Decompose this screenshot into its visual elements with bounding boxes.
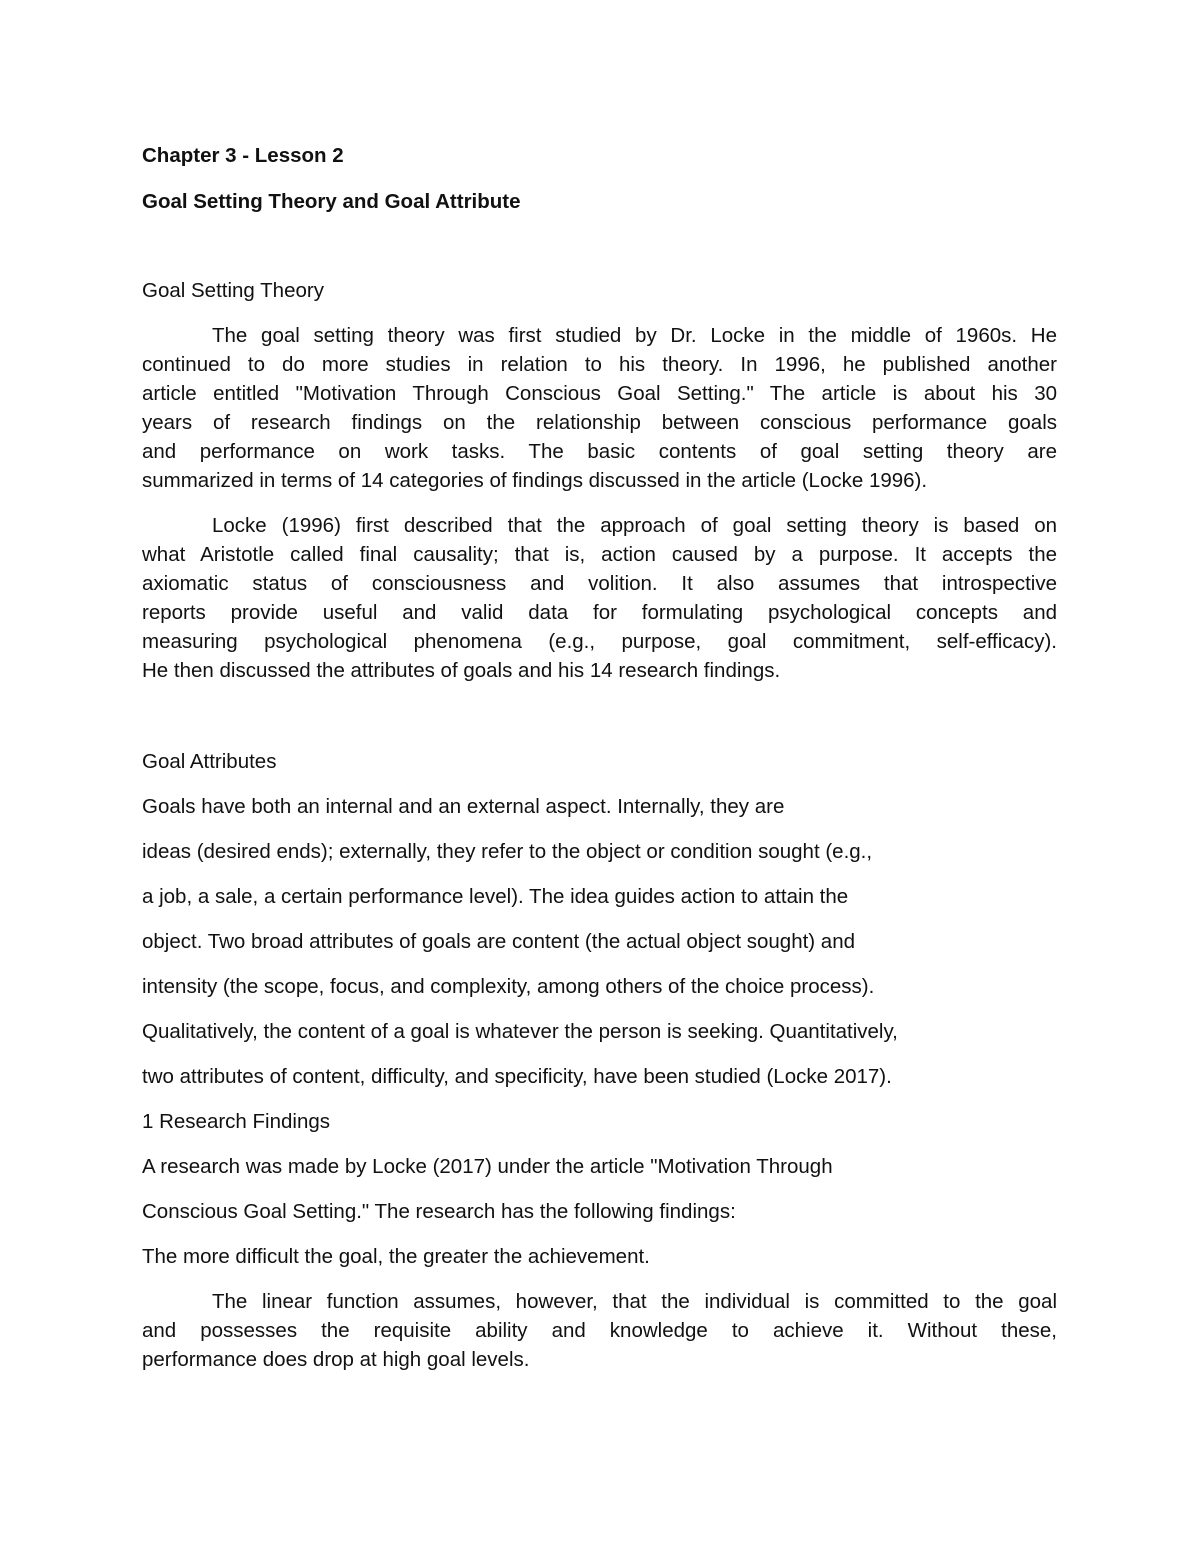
text-line: a job, a sale, a certain performance level). The idea guides action to attain the — [142, 885, 849, 908]
text-line: performance does drop at high goal levels. — [142, 1348, 530, 1371]
goal-attributes-text — [142, 792, 1057, 1287]
text-line: summarized in terms of 14 categories of findings discussed in the article (Locke 1996). — [142, 469, 928, 492]
text-line: and performance on work tasks. The basic contents of goal setting theory are — [142, 440, 1057, 463]
text-line: Goals have both an internal and an external aspect. Internally, they are — [142, 795, 785, 818]
lesson-title: Goal Setting Theory and Goal Attribute — [142, 190, 521, 213]
text-line: and possesses the requisite ability and knowledge to achieve it. Without these, — [142, 1319, 1057, 1342]
text-line: Locke (1996) first described that the approach of goal setting theory is based on — [212, 514, 1057, 537]
text-line: what Aristotle called final causality; that is, action caused by a purpose. It accepts the — [142, 543, 1057, 566]
section-heading-goal-setting-theory: Goal Setting Theory — [142, 279, 324, 302]
text-line: two attributes of content, difficulty, and specificity, have been studied (Locke 2017). — [142, 1065, 892, 1088]
text-line: He then discussed the attributes of goals and his 14 research findings. — [142, 659, 781, 682]
section-heading-goal-attributes: Goal Attributes — [142, 750, 277, 773]
text-line: The more difficult the goal, the greater the achievement. — [142, 1245, 650, 1268]
text-line: Qualitatively, the content of a goal is whatever the person is seeking. Quantitatively, — [142, 1020, 898, 1043]
text-line: continued to do more studies in relation to his theory. In 1996, he published another — [142, 353, 1057, 376]
text-line: years of research findings on the relationship between conscious performance goals — [142, 411, 1057, 434]
paragraph-locke-approach — [142, 511, 1057, 685]
text-line: measuring psychological phenomena (e.g., purpose, goal commitment, self-efficacy). — [142, 630, 1057, 653]
paragraph-linear-function — [142, 1287, 1057, 1374]
paragraph-goal-setting-history — [142, 321, 1057, 495]
text-line: The linear function assumes, however, that the individual is committed to the goal — [212, 1290, 1057, 1313]
text-line: Conscious Goal Setting." The research has the following findings: — [142, 1200, 736, 1223]
text-line: axiomatic status of consciousness and volition. It also assumes that introspective — [142, 572, 1057, 595]
chapter-title: Chapter 3 - Lesson 2 — [142, 144, 344, 167]
text-line: object. Two broad attributes of goals are content (the actual object sought) and — [142, 930, 856, 953]
text-line: article entitled "Motivation Through Conscious Goal Setting." The article is about his 30 — [142, 382, 1057, 405]
text-line: A research was made by Locke (2017) under the article "Motivation Through — [142, 1155, 833, 1178]
text-line: intensity (the scope, focus, and complexity, among others of the choice process). — [142, 975, 875, 998]
research-findings-heading: 1 Research Findings — [142, 1110, 331, 1133]
text-line: ideas (desired ends); externally, they refer to the object or condition sought (e.g., — [142, 840, 873, 863]
text-line: reports provide useful and valid data for formulating psychological concepts and — [142, 601, 1057, 624]
text-line: The goal setting theory was first studied by Dr. Locke in the middle of 1960s. He — [212, 324, 1057, 347]
